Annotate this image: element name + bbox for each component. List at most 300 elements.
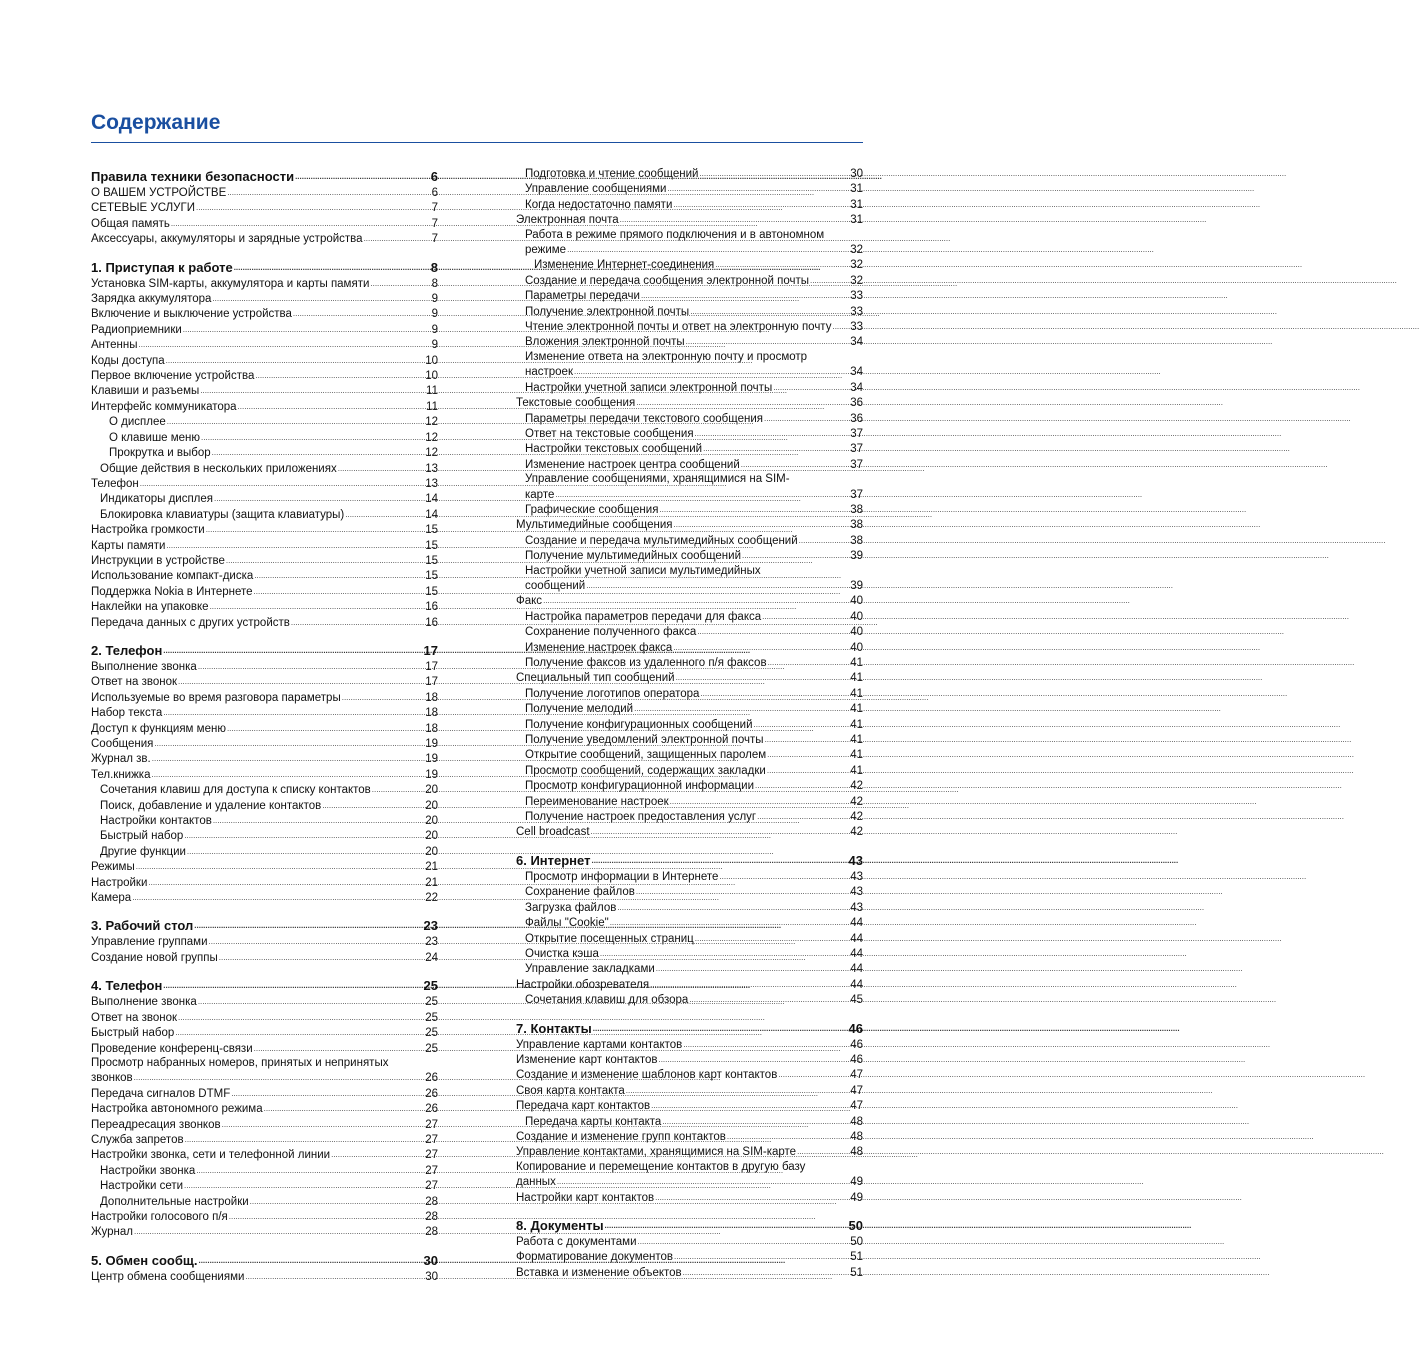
toc-entry[interactable] — [516, 794, 863, 809]
page-number: 13 — [425, 477, 438, 490]
toc-entry-text: Своя карта контакта — [516, 1084, 625, 1097]
toc-entry[interactable] — [91, 568, 438, 583]
toc-entry[interactable] — [91, 782, 438, 797]
toc-entry-text-cont: настроек — [525, 366, 573, 379]
toc-entry-text: Специальный тип сообщений — [516, 672, 675, 685]
dot-leader — [757, 809, 849, 824]
toc-entry-text: Параметры передачи — [525, 290, 640, 303]
toc-entry[interactable] — [91, 1086, 438, 1101]
toc-entry-text: Ответ на звонок — [91, 1011, 178, 1024]
page-number: 25 — [423, 978, 438, 994]
toc-entry[interactable] — [516, 472, 863, 502]
page-number: 27 — [425, 1149, 438, 1162]
toc-entry[interactable] — [516, 931, 863, 946]
toc-entry[interactable] — [91, 1147, 438, 1162]
page-number: 34 — [850, 336, 863, 349]
dot-leader — [206, 522, 425, 537]
toc-entry-text: Получение конфигурационных сообщений — [525, 718, 753, 731]
toc-entry[interactable] — [516, 1144, 863, 1159]
toc-entry[interactable] — [91, 1163, 438, 1178]
dot-leader — [293, 306, 431, 321]
page-number: 32 — [850, 244, 863, 257]
page-number: 42 — [850, 795, 863, 808]
toc-entry-text: Настройки карт контактов — [516, 1191, 655, 1204]
page-number: 36 — [850, 412, 863, 425]
toc-entry[interactable] — [516, 350, 863, 380]
toc-entry[interactable] — [91, 399, 438, 414]
toc-entry-text: Режимы — [91, 861, 135, 874]
toc-entry[interactable] — [91, 430, 438, 445]
toc-entry[interactable] — [91, 890, 438, 905]
toc-entry[interactable] — [516, 640, 863, 655]
toc-section-heading[interactable] — [91, 1250, 438, 1269]
toc-entry[interactable] — [516, 1160, 863, 1190]
dot-leader — [198, 1250, 422, 1269]
toc-section-heading[interactable] — [516, 1018, 863, 1037]
toc-entry[interactable] — [91, 599, 438, 614]
toc-entry[interactable] — [516, 778, 863, 793]
page-number: 36 — [850, 397, 863, 410]
toc-entry[interactable] — [91, 231, 438, 246]
toc-entry[interactable] — [91, 200, 438, 215]
page-number: 45 — [850, 994, 863, 1007]
toc-entry-text: Создание и изменение шаблонов карт контактов — [516, 1069, 778, 1082]
toc-section-heading[interactable] — [91, 640, 438, 659]
dot-leader — [754, 717, 850, 732]
toc-entry-continuation — [516, 1174, 863, 1189]
toc-section-heading[interactable] — [516, 1215, 863, 1234]
page-number: 48 — [850, 1146, 863, 1159]
toc-entry[interactable] — [91, 1194, 438, 1209]
toc-entry[interactable] — [516, 1190, 863, 1205]
dot-leader — [342, 690, 424, 705]
toc-entry[interactable] — [516, 884, 863, 899]
toc-entry[interactable] — [91, 690, 438, 705]
page-number: 9 — [431, 339, 438, 352]
toc-entry[interactable] — [516, 502, 863, 517]
page-number: 16 — [425, 616, 438, 629]
page-number: 8 — [430, 259, 438, 275]
dot-leader — [574, 364, 849, 379]
toc-entry[interactable] — [516, 426, 863, 441]
toc-entry[interactable] — [91, 844, 438, 859]
toc-entry[interactable] — [91, 461, 438, 476]
toc-entry[interactable] — [91, 353, 438, 368]
dot-leader — [755, 778, 849, 793]
toc-entry[interactable] — [516, 441, 863, 456]
page-number: 38 — [850, 534, 863, 547]
toc-entry[interactable] — [516, 197, 863, 212]
toc-entry-text: Сохранение файлов — [525, 886, 635, 899]
page-number: 39 — [850, 550, 863, 563]
toc-entry[interactable] — [516, 747, 863, 762]
toc-entry-text: Настройки учетной записи электронной почты — [525, 381, 773, 394]
toc-entry-text: Вложения электронной почты — [525, 336, 685, 349]
toc-entry-text: Другие функции — [100, 845, 186, 858]
page-number: 42 — [850, 811, 863, 824]
page-number: 7 — [431, 202, 438, 215]
page-number: 24 — [425, 951, 438, 964]
dot-leader — [667, 181, 849, 196]
dot-leader — [543, 593, 849, 608]
page-number: 41 — [850, 749, 863, 762]
page-number: 15 — [425, 570, 438, 583]
toc-entry[interactable] — [516, 564, 863, 594]
page-number: 41 — [850, 718, 863, 731]
toc-entry[interactable] — [91, 994, 438, 1009]
dot-leader — [636, 395, 849, 410]
dot-leader — [227, 721, 424, 736]
dot-leader — [136, 859, 424, 874]
toc-entry-continuation — [525, 364, 863, 379]
toc-entry-text: Cell broadcast — [516, 826, 590, 839]
page-number: 12 — [425, 416, 438, 429]
toc-entry[interactable] — [91, 216, 438, 231]
dot-leader — [656, 961, 849, 976]
toc-entry[interactable] — [91, 950, 438, 965]
toc-section-heading[interactable] — [91, 915, 438, 934]
page-number: 19 — [425, 768, 438, 781]
dot-leader — [183, 322, 431, 337]
toc-entry-text: Получение электронной почты — [525, 305, 690, 318]
toc-entry[interactable] — [516, 763, 863, 778]
toc-entry[interactable] — [516, 395, 863, 410]
toc-entry[interactable] — [516, 701, 863, 716]
toc-entry[interactable] — [91, 859, 438, 874]
toc-entry-continuation — [525, 487, 863, 502]
page-number: 19 — [425, 753, 438, 766]
dot-leader — [238, 399, 426, 414]
dot-leader — [695, 426, 850, 441]
toc-entry-text: Выполнение звонка — [91, 996, 197, 1009]
toc-entry-text: Изменение настроек центра сообщений — [525, 458, 740, 471]
page-number: 20 — [425, 815, 438, 828]
toc-entry[interactable] — [516, 1067, 863, 1082]
toc-entry-text: Правила техники безопасности — [91, 169, 295, 184]
page-number: 20 — [425, 784, 438, 797]
toc-entry[interactable] — [91, 507, 438, 522]
toc-entry[interactable] — [516, 992, 863, 1007]
toc-entry[interactable] — [516, 900, 863, 915]
dot-leader — [555, 487, 849, 502]
toc-entry[interactable] — [91, 1010, 438, 1025]
toc-entry[interactable] — [516, 304, 863, 319]
dot-leader — [167, 414, 424, 429]
page-number: 51 — [850, 1266, 863, 1279]
toc-entry[interactable] — [91, 1224, 438, 1239]
toc-entry-text: 1. Приступая к работе — [91, 259, 233, 275]
toc-entry-text: Управление контактами, хранящимися на SIM-карте — [516, 1146, 797, 1159]
toc-entry[interactable] — [516, 457, 863, 472]
page-number: 17 — [423, 642, 438, 658]
toc-entry[interactable] — [516, 257, 863, 272]
dot-leader — [254, 584, 425, 599]
dot-leader — [767, 763, 849, 778]
toc-entry-text: Зарядка аккумулятора — [91, 293, 212, 306]
toc-entry-text: Телефон — [91, 477, 139, 490]
dot-leader — [171, 216, 431, 231]
toc-entry-text: Настройки звонка, сети и телефонной линии — [91, 1149, 331, 1162]
toc-entry-text-cont: данных — [516, 1176, 556, 1189]
toc-entry-text: СЕТЕВЫЕ УСЛУГИ — [91, 202, 195, 215]
dot-leader — [295, 166, 430, 185]
toc-entry-text: Ответ на звонок — [91, 676, 178, 689]
toc-entry[interactable] — [91, 1132, 438, 1147]
toc-entry-text-cont: сообщений — [525, 579, 586, 592]
dot-leader — [689, 992, 849, 1007]
dot-leader — [198, 659, 424, 674]
page-number: 46 — [848, 1020, 863, 1036]
toc-entry[interactable] — [91, 828, 438, 843]
toc-entry-text: Карты памяти — [91, 539, 166, 552]
page-number: 27 — [425, 1164, 438, 1177]
toc-entry[interactable] — [516, 1234, 863, 1249]
toc-entry[interactable] — [91, 674, 438, 689]
toc-entry[interactable] — [516, 869, 863, 884]
page-number: 25 — [425, 1027, 438, 1040]
toc-entry[interactable] — [516, 533, 863, 548]
toc-entry[interactable] — [91, 659, 438, 674]
page-number: 6 — [430, 169, 438, 184]
toc-entry[interactable] — [516, 961, 863, 976]
page-number: 31 — [850, 198, 863, 211]
dot-leader — [832, 319, 849, 334]
toc-entry[interactable] — [516, 1249, 863, 1264]
toc-section-heading[interactable] — [91, 975, 438, 994]
dot-leader — [557, 1174, 849, 1189]
dot-leader — [370, 276, 430, 291]
toc-entry[interactable] — [516, 624, 863, 639]
toc-entry[interactable] — [516, 977, 863, 992]
page-number: 37 — [850, 427, 863, 440]
toc-entry[interactable] — [91, 337, 438, 352]
toc-entry-text: Настройка параметров передачи для факса — [525, 610, 762, 623]
dot-leader — [591, 824, 850, 839]
page-number: 47 — [850, 1084, 863, 1097]
page-number: 40 — [850, 626, 863, 639]
toc-entry[interactable] — [516, 717, 863, 732]
toc-entry-text: Проведение конференц-связи — [91, 1042, 253, 1055]
toc-entry[interactable] — [91, 445, 438, 460]
toc-entry[interactable] — [91, 1178, 438, 1193]
dot-leader — [196, 1163, 424, 1178]
toc-entry-text: Сочетания клавиш для доступа к списку контактов — [100, 784, 371, 797]
toc-entry[interactable] — [91, 1101, 438, 1116]
page-number: 43 — [850, 886, 863, 899]
toc-entry[interactable] — [91, 553, 438, 568]
toc-entry-text: Быстрый набор — [91, 1027, 175, 1040]
toc-section-heading[interactable] — [516, 850, 863, 869]
page-number: 43 — [848, 852, 863, 868]
toc-section-heading[interactable] — [91, 257, 438, 276]
page-number: 43 — [850, 901, 863, 914]
toc-entry-text: Выполнение звонка — [91, 660, 197, 673]
toc-entry[interactable] — [91, 476, 438, 491]
dot-leader — [626, 1083, 849, 1098]
page-number: 49 — [850, 1191, 863, 1204]
toc-entry-text: Управление группами — [91, 936, 208, 949]
toc-section-heading[interactable] — [91, 166, 438, 185]
toc-entry[interactable] — [91, 1117, 438, 1132]
toc-entry[interactable] — [91, 322, 438, 337]
toc-entry[interactable] — [516, 1129, 863, 1144]
toc-entry-text: Управление сообщениями — [525, 183, 667, 196]
toc-entry[interactable] — [516, 655, 863, 670]
toc-entry[interactable] — [516, 1037, 863, 1052]
page-number: 41 — [850, 672, 863, 685]
toc-entry[interactable] — [91, 813, 438, 828]
toc-entry[interactable] — [516, 319, 863, 334]
page-number: 37 — [850, 443, 863, 456]
toc-column-right — [516, 166, 863, 1280]
toc-entry[interactable] — [91, 1269, 438, 1284]
page-number: 23 — [425, 936, 438, 949]
toc-entry[interactable] — [516, 273, 863, 288]
dot-leader — [799, 533, 850, 548]
dot-leader — [209, 934, 425, 949]
dot-leader — [166, 353, 425, 368]
toc-entry[interactable] — [91, 185, 438, 200]
dot-leader — [185, 1132, 425, 1147]
dot-leader — [670, 794, 850, 809]
toc-entry[interactable] — [516, 809, 863, 824]
page-number: 50 — [850, 1236, 863, 1248]
toc-entry-text: Копирование и перемещение контактов в другую базу — [516, 1160, 806, 1173]
toc-entry[interactable] — [516, 1052, 863, 1067]
toc-entry-text: Изменение ответа на электронную почту и просмотр — [525, 350, 808, 363]
dot-leader — [673, 197, 849, 212]
toc-entry[interactable] — [516, 548, 863, 563]
toc-entry[interactable] — [91, 414, 438, 429]
page-number: 50 — [848, 1218, 863, 1233]
toc-entry-text: Включение и выключение устройства — [91, 308, 292, 321]
toc-entry-text: Передача карты контакта — [525, 1115, 662, 1128]
toc-entry[interactable] — [516, 288, 863, 303]
toc-entry[interactable] — [91, 1209, 438, 1224]
toc-entry-text: Передача карт контактов — [516, 1100, 651, 1113]
page-number: 44 — [850, 963, 863, 976]
page-number: 9 — [431, 293, 438, 306]
dot-leader — [699, 166, 849, 181]
dot-leader — [214, 491, 424, 506]
toc-entry[interactable] — [516, 334, 863, 349]
page-number: 49 — [850, 1176, 863, 1189]
toc-entry[interactable] — [91, 875, 438, 890]
toc-entry-text: Управление картами контактов — [516, 1038, 683, 1051]
toc-entry-text: Сочетания клавиш для обзора — [525, 994, 689, 1007]
toc-entry[interactable] — [91, 615, 438, 630]
toc-entry[interactable] — [91, 1041, 438, 1056]
toc-entry[interactable] — [516, 411, 863, 426]
toc-entry[interactable] — [516, 609, 863, 624]
toc-entry[interactable] — [91, 767, 438, 782]
page-number: 22 — [425, 892, 438, 905]
toc-entry[interactable] — [516, 1083, 863, 1098]
dot-leader — [662, 1114, 849, 1129]
toc-entry-text: Открытие посещенных страниц — [525, 932, 694, 945]
dot-leader — [600, 946, 849, 961]
toc-entry[interactable] — [91, 491, 438, 506]
toc-entry[interactable] — [91, 291, 438, 306]
toc-entry[interactable] — [91, 1056, 438, 1086]
toc-entry-text: Используемые во время разговора параметры — [91, 691, 341, 704]
toc-entry[interactable] — [516, 1098, 863, 1113]
toc-entry-text: Блокировка клавиатуры (защита клавиатуры) — [100, 508, 345, 521]
toc-entry[interactable] — [516, 732, 863, 747]
toc-entry[interactable] — [91, 368, 438, 383]
toc-entry[interactable] — [91, 705, 438, 720]
page-number: 21 — [425, 861, 438, 874]
toc-entry-text: Настройки контактов — [100, 815, 212, 828]
toc-entry-text: Коды доступа — [91, 354, 165, 367]
dot-leader — [134, 1224, 424, 1239]
page-number: 33 — [850, 321, 863, 334]
toc-entry[interactable] — [516, 686, 863, 701]
toc-entry[interactable] — [91, 751, 438, 766]
dot-leader — [364, 231, 431, 246]
toc-entry[interactable] — [516, 212, 863, 227]
toc-entry-text: Переименование настроек — [525, 795, 669, 808]
dot-leader — [163, 705, 424, 720]
toc-entry-text: Передача данных с других устройств — [91, 616, 290, 629]
toc-entry[interactable] — [516, 1265, 863, 1280]
toc-entry[interactable] — [91, 721, 438, 736]
toc-entry[interactable] — [91, 522, 438, 537]
toc-entry[interactable] — [516, 915, 863, 930]
dot-leader — [767, 747, 849, 762]
toc-entry-text: Быстрый набор — [100, 830, 184, 843]
dot-leader — [212, 445, 425, 460]
toc-entry[interactable] — [91, 934, 438, 949]
dot-leader — [222, 1117, 425, 1132]
toc-entry-text: Просмотр конфигурационной информации — [525, 780, 755, 793]
toc-entry-text: Клавиши и разъемы — [91, 385, 200, 398]
dot-leader — [683, 1037, 849, 1052]
page-number: 48 — [850, 1115, 863, 1128]
toc-entry-text: О клавише меню — [109, 431, 201, 444]
toc-entry[interactable] — [516, 593, 863, 608]
page-number: 18 — [425, 722, 438, 735]
toc-entry[interactable] — [516, 946, 863, 961]
page-number: 47 — [850, 1069, 863, 1082]
page-number: 51 — [850, 1251, 863, 1264]
toc-entry[interactable] — [91, 276, 438, 291]
toc-entry[interactable] — [91, 584, 438, 599]
toc-entry[interactable] — [516, 824, 863, 839]
page-number: 10 — [425, 370, 438, 383]
toc-entry[interactable] — [516, 670, 863, 685]
toc-entry[interactable] — [91, 383, 438, 398]
dot-leader — [638, 1234, 850, 1249]
toc-entry[interactable] — [91, 306, 438, 321]
toc-entry[interactable] — [516, 517, 863, 532]
toc-entry[interactable] — [516, 228, 863, 258]
dot-leader — [764, 411, 849, 426]
toc-entry[interactable] — [516, 1114, 863, 1129]
toc-entry[interactable] — [516, 380, 863, 395]
toc-entry[interactable] — [91, 736, 438, 751]
toc-entry-text: О дисплее — [109, 416, 166, 429]
dot-leader — [201, 430, 424, 445]
toc-entry[interactable] — [91, 798, 438, 813]
toc-entry-text: Мультимедийные сообщения — [516, 519, 673, 532]
toc-entry[interactable] — [516, 181, 863, 196]
toc-entry[interactable] — [91, 1025, 438, 1040]
dot-leader — [212, 291, 430, 306]
toc-entry[interactable] — [91, 538, 438, 553]
dot-leader — [163, 975, 422, 994]
toc-entry[interactable] — [516, 166, 863, 181]
